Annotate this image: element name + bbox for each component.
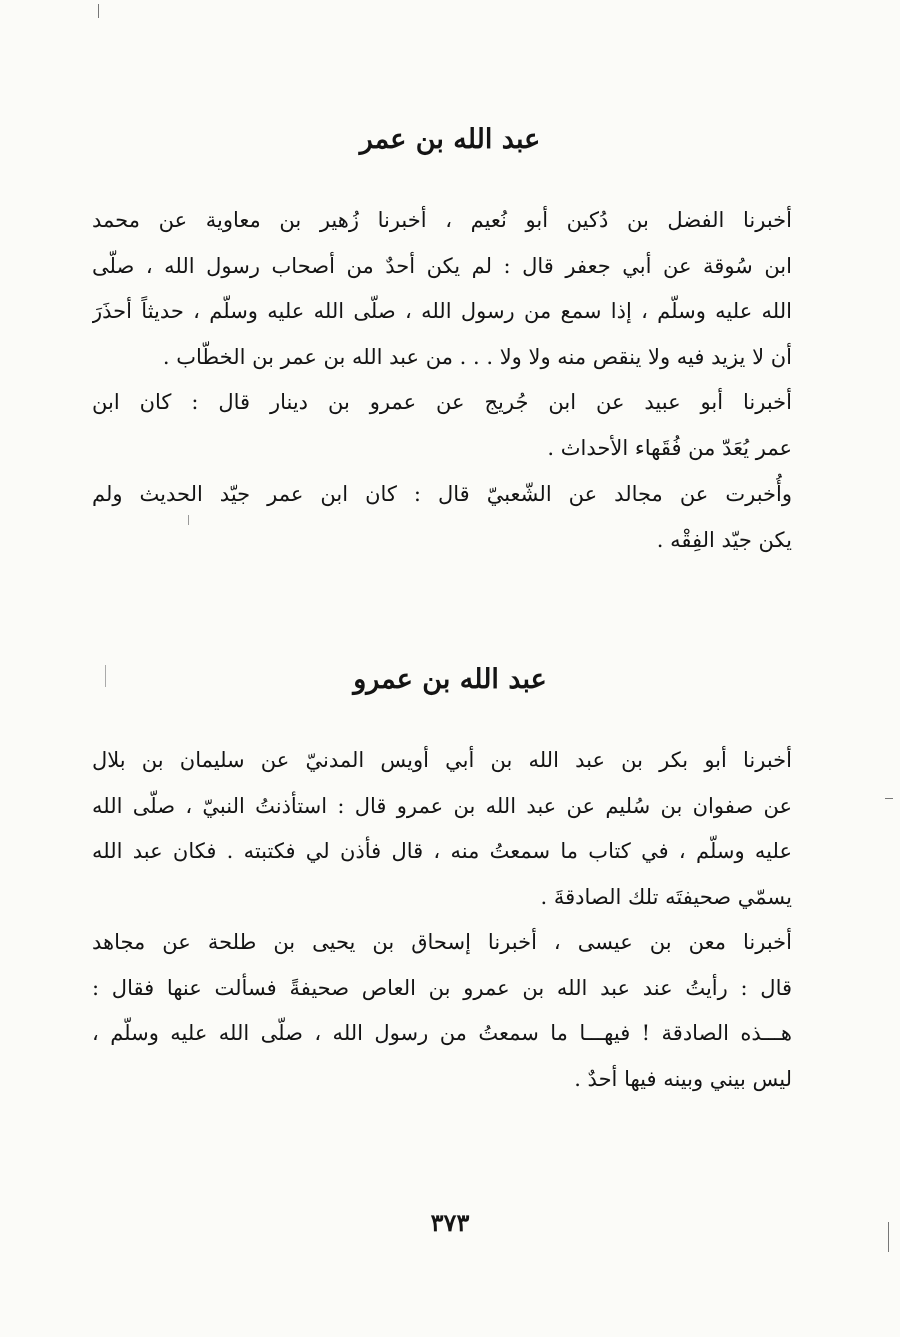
text-line: عن صفوان بن سُليم عن عبد الله بن عمرو قال : استأذنتُ النبيّ ، صلّى الله: [92, 793, 792, 818]
paragraph: [92, 380, 792, 471]
paragraph: [92, 472, 792, 563]
scan-speck: [888, 1222, 889, 1252]
scan-speck: [98, 4, 99, 18]
text-line: هـــذه الصادقة ! فيهـــا ما سمعتُ من رسول الله ، صلّى الله عليه وسلّم ،: [92, 1021, 792, 1045]
text-line: أن لا يزيد فيه ولا ينقص منه ولا ولا . . . من عبد الله بن عمر بن الخطّاب .: [162, 344, 792, 369]
scan-speck: [188, 515, 189, 525]
text-line: أخبرنا أبو عبيد عن ابن جُريج عن عمرو بن دينار قال : كان ابن: [92, 390, 792, 414]
scan-speck: [105, 665, 106, 687]
text-line: أخبرنا معن بن عيسى ، أخبرنا إسحاق بن يحيى بن طلحة عن مجاهد: [92, 930, 792, 954]
text-line: قال : رأيتُ عند عبد الله بن عمرو بن العاص صحيفةً فسألت عنها فقال :: [92, 975, 792, 1000]
page-number: ٣٧٣: [430, 1208, 470, 1237]
text-line: يسمّي صحيفتَه تلك الصادقةَ .: [540, 884, 792, 909]
paragraph: [92, 738, 792, 920]
section-title-ibn-amr: عبد الله بن عمرو: [353, 664, 547, 695]
text-line: يكن جيّد الفِقْه .: [656, 527, 792, 552]
text-line: الله عليه وسلّم ، إذا سمع من رسول الله ، صلّى الله عليه وسلّم ، حديثاً أحذَرَ: [92, 299, 792, 323]
text-line: عمر يُعَدّ من فُقَهاء الأحداث .: [547, 435, 792, 460]
section-title-ibn-umar: عبد الله بن عمر: [359, 124, 541, 155]
paragraph: [92, 920, 792, 1102]
paragraph: [92, 198, 792, 380]
text-line: أخبرنا أبو بكر بن عبد الله بن أبي أويس المدنيّ عن سليمان بن بلال: [92, 748, 792, 772]
text-line: ليس بيني وبينه فيها أحدٌ .: [574, 1066, 792, 1091]
text-line: أخبرنا الفضل بن دُكين أبو نُعيم ، أخبرنا زُهير بن معاوية عن محمد: [92, 208, 792, 232]
text-line: ابن سُوقة عن أبي جعفر قال : لم يكن أحدٌ من أصحاب رسول الله ، صلّى: [92, 253, 792, 278]
scan-speck: [885, 798, 893, 799]
text-line: وأُخبرت عن مجالد عن الشّعبيّ قال : كان ابن عمر جيّد الحديث ولم: [92, 482, 792, 506]
text-line: عليه وسلّم ، في كتاب ما سمعتُ منه ، قال فأذن لي فكتبته . فكان عبد الله: [92, 839, 792, 863]
